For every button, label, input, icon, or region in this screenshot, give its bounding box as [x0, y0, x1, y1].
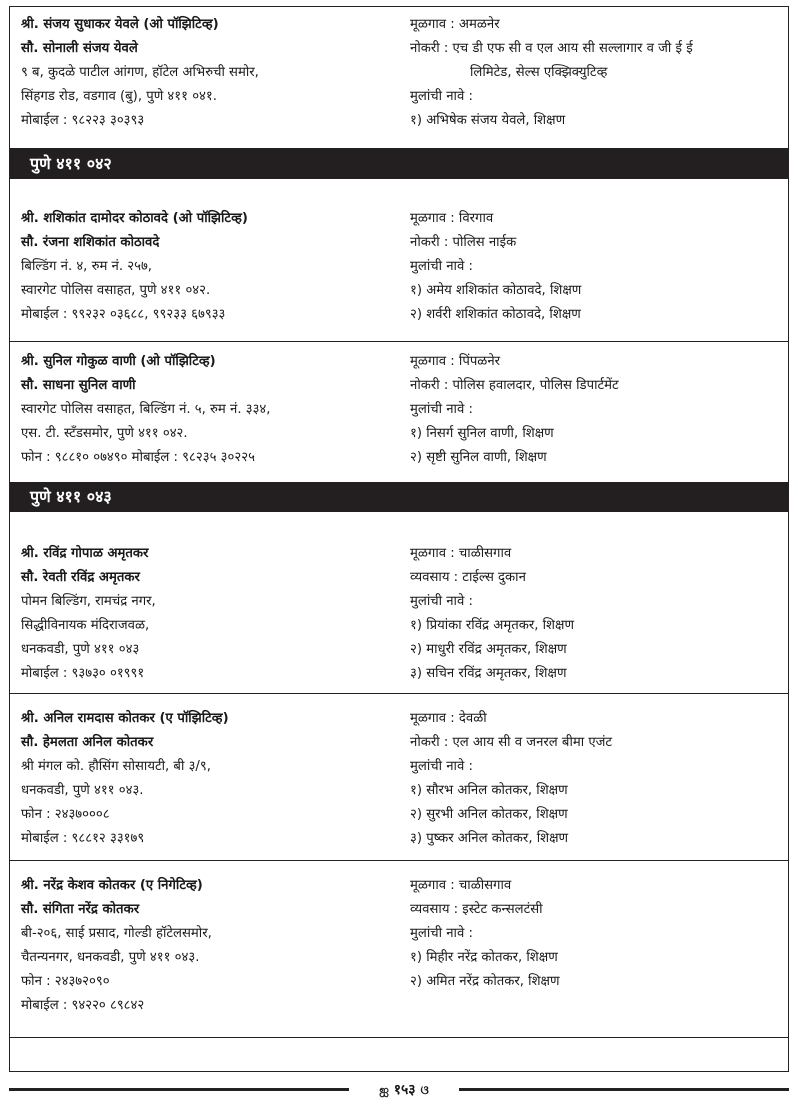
entry-left-column	[21, 542, 401, 686]
address-line: पोमन बिल्डिंग, रामचंद्र नगर,	[21, 594, 156, 609]
directory-entry	[10, 7, 788, 149]
entry-right-column	[410, 13, 780, 133]
child-item: ३) पुष्कर अनिल कोतकर, शिक्षण	[410, 831, 569, 846]
occupation: नोकरी : एच डी एफ सी व एल आय सी सल्लागार व जी ई ई	[410, 41, 693, 56]
address-line: सिद्धीविनायक मंदिराजवळ,	[21, 618, 150, 633]
entry-right-column	[410, 874, 780, 994]
page-frame	[9, 6, 789, 1072]
husband-name: श्री. शशिकांत दामोदर कोठावदे (ओ पॉझिटिव्ह)	[21, 211, 248, 226]
footer-rule-right	[459, 1088, 789, 1091]
native-place: मूळगाव : अमळनेर	[410, 17, 500, 32]
page-number-block	[349, 1078, 459, 1102]
husband-name: श्री. संजय सुधाकर येवले (ओ पॉझिटिव्ह)	[21, 17, 219, 32]
children-heading: मुलांची नावे :	[410, 89, 473, 104]
children-heading: मुलांची नावे :	[410, 759, 473, 774]
occupation-continued: लिमिटेड, सेल्स एक्झिक्युटिव्ह	[470, 65, 608, 80]
wife-name: सौ. रंजना शशिकांत कोठावदे	[21, 235, 160, 250]
children-heading: मुलांची नावे :	[410, 402, 473, 417]
section-banner: पुणे ४११ ०४३	[10, 482, 788, 512]
business: व्यवसाय : टाईल्स दुकान	[410, 570, 526, 585]
address-line: धनकवडी, पुणे ४११ ०४३	[21, 642, 140, 657]
child-item: १) निसर्ग सुनिल वाणी, शिक्षण	[410, 426, 554, 441]
address-line: धनकवडी, पुणे ४११ ०४३.	[21, 783, 144, 798]
child-item: १) प्रियांका रविंद्र अमृतकर, शिक्षण	[410, 618, 575, 633]
child-item: १) अमेय शशिकांत कोठावदे, शिक्षण	[410, 283, 582, 298]
directory-entry	[10, 694, 788, 861]
contact-line: फोन : २४३७०००८	[21, 807, 110, 822]
wife-name: सौ. सोनाली संजय येवले	[21, 41, 138, 56]
section-banner: पुणे ४११ ०४२	[10, 149, 788, 179]
contact-line: मोबाईल : ९४२२० ८९८४२	[21, 998, 145, 1013]
child-item: २) सृष्टी सुनिल वाणी, शिक्षण	[410, 450, 547, 465]
business: व्यवसाय : इस्टेट कन्सलटंसी	[410, 902, 543, 917]
directory-entry	[10, 861, 788, 1038]
child-item: २) माधुरी रविंद्र अमृतकर, शिक्षण	[410, 642, 567, 657]
directory-entry	[10, 512, 788, 694]
wife-name: सौ. संगिता नरेंद्र कोतकर	[21, 902, 140, 917]
entry-left-column	[21, 707, 401, 851]
native-place: मूळगाव : चाळीसगाव	[410, 878, 512, 893]
child-item: १) सौरभ अनिल कोतकर, शिक्षण	[410, 783, 568, 798]
contact-line: फोन : ९८८१० ०७४९० मोबाईल : ९८२३५ ३०२२५	[21, 450, 255, 465]
address-line: चैतन्यनगर, धनकवडी, पुणे ४११ ०४३.	[21, 950, 200, 965]
children-heading: मुलांची नावे :	[410, 926, 473, 941]
contact-line: मोबाईल : ९८२२३ ३०३९३	[21, 113, 145, 128]
native-place: मूळगाव : विरगाव	[410, 211, 494, 226]
ornament-right-icon: ଓ	[420, 1083, 429, 1097]
entry-right-column	[410, 350, 780, 470]
contact-line: फोन : २४३७२०९०	[21, 974, 110, 989]
husband-name: श्री. अनिल रामदास कोतकर (ए पॉझिटिव्ह)	[21, 711, 229, 726]
children-heading: मुलांची नावे :	[410, 594, 473, 609]
entry-left-column	[21, 350, 401, 470]
child-item: १) मिहीर नरेंद्र कोतकर, शिक्षण	[410, 950, 558, 965]
husband-name: श्री. रविंद्र गोपाळ अमृतकर	[21, 546, 149, 561]
entry-left-column	[21, 207, 401, 327]
contact-line: मोबाईल : ९८८१२ ३३१७९	[21, 831, 145, 846]
occupation: नोकरी : पोलिस नाईक	[410, 235, 517, 250]
address-line: बी-२०६, साई प्रसाद, गोल्डी हॉटेलसमोर,	[21, 926, 212, 941]
entry-right-column	[410, 542, 780, 686]
address-line: सिंहगड रोड, वडगाव (बु), पुणे ४११ ०४१.	[21, 89, 217, 104]
footer-rule-left	[9, 1088, 349, 1091]
address-line: स्वारगेट पोलिस वसाहत, बिल्डिंग नं. ५, रुम नं. ३३४,	[21, 402, 271, 417]
wife-name: सौ. रेवती रविंद्र अमृतकर	[21, 570, 140, 585]
husband-name: श्री. नरेंद्र केशव कोतकर (ए निगेटिव्ह)	[21, 878, 203, 893]
entry-right-column	[410, 207, 780, 327]
wife-name: सौ. साधना सुनिल वाणी	[21, 378, 136, 393]
native-place: मूळगाव : पिंपळनेर	[410, 354, 501, 369]
address-line: एस. टी. स्टॅंडसमोर, पुणे ४११ ०४२.	[21, 426, 188, 441]
entry-left-column	[21, 874, 401, 1018]
contact-line: मोबाईल : ९३७३० ०१९९१	[21, 666, 145, 681]
page-footer	[9, 1078, 789, 1102]
child-item: २) अमित नरेंद्र कोतकर, शिक्षण	[410, 974, 560, 989]
child-item: ३) सचिन रविंद्र अमृतकर, शिक्षण	[410, 666, 567, 681]
native-place: मूळगाव : चाळीसगाव	[410, 546, 512, 561]
page-number: १५३	[393, 1082, 416, 1098]
occupation: नोकरी : पोलिस हवालदार, पोलिस डिपार्टमेंट	[410, 378, 619, 393]
entry-right-column	[410, 707, 780, 851]
contact-line: मोबाईल : ९९२३२ ०३६८८, ९९२३३ ६७९३३	[21, 307, 226, 322]
child-item: २) शर्वरी शशिकांत कोठावदे, शिक्षण	[410, 307, 581, 322]
directory-entry	[10, 179, 788, 342]
occupation: नोकरी : एल आय सी व जनरल बीमा एजंट	[410, 735, 613, 750]
directory-entry	[10, 342, 788, 479]
address-line: श्री मंगल को. हौसिंग सोसायटी, बी ३/९,	[21, 759, 211, 774]
children-heading: मुलांची नावे :	[410, 259, 473, 274]
wife-name: सौ. हेमलता अनिल कोतकर	[21, 735, 154, 750]
address-line: स्वारगेट पोलिस वसाहत, पुणे ४११ ०४२.	[21, 283, 211, 298]
ornament-left-icon: ஐ	[379, 1083, 389, 1097]
child-item: २) सुरभी अनिल कोतकर, शिक्षण	[410, 807, 568, 822]
husband-name: श्री. सुनिल गोकुळ वाणी (ओ पॉझिटिव्ह)	[21, 354, 216, 369]
child-item: १) अभिषेक संजय येवले, शिक्षण	[410, 113, 566, 128]
native-place: मूळगाव : देवळी	[410, 711, 487, 726]
entry-left-column	[21, 13, 401, 133]
address-line: बिल्डिंग नं. ४, रुम नं. २५७,	[21, 259, 153, 274]
address-line: ९ ब, कुदळे पाटील आंगण, हॉटेल अभिरुची समोर,	[21, 65, 259, 80]
